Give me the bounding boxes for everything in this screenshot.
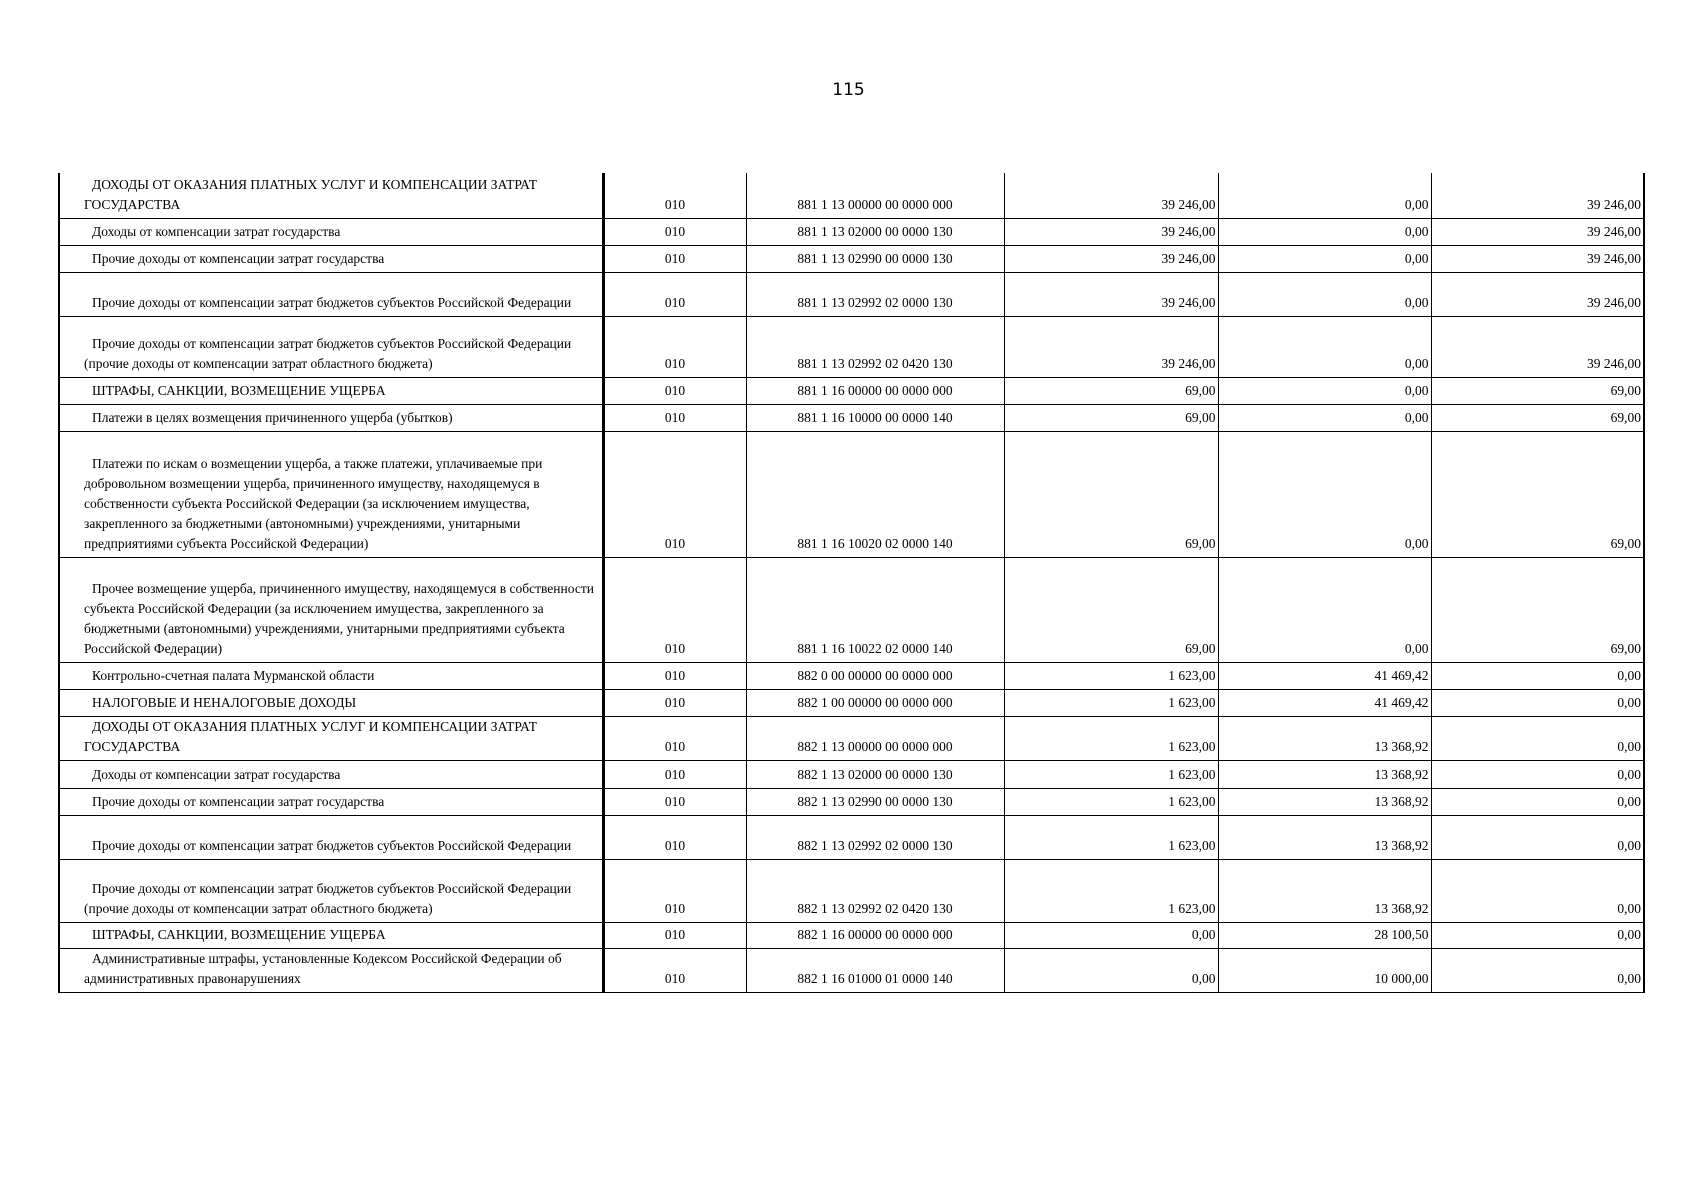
row-name-cell [59, 716, 603, 760]
row-value-3-cell: 39 246,00 [1431, 173, 1644, 218]
row-value-3-cell: 0,00 [1431, 948, 1644, 992]
row-name-cell [59, 859, 603, 922]
row-value-3-cell: 39 246,00 [1431, 272, 1644, 316]
row-value-3-cell: 39 246,00 [1431, 245, 1644, 272]
row-value-3-cell: 0,00 [1431, 788, 1644, 815]
row-line-code-cell: 010 [603, 689, 746, 716]
row-value-2-cell: 28 100,50 [1218, 922, 1431, 948]
row-line-code-cell: 010 [603, 404, 746, 431]
row-value-2-cell: 13 368,92 [1218, 815, 1431, 859]
table-row [59, 377, 1644, 404]
row-value-3-cell: 0,00 [1431, 662, 1644, 689]
row-name-text: ДОХОДЫ ОТ ОКАЗАНИЯ ПЛАТНЫХ УСЛУГ И КОМПЕНСАЦИИ ЗАТРАТ ГОСУДАРСТВА [84, 718, 537, 754]
row-budget-code-cell: 881 1 13 02992 02 0000 130 [746, 272, 1004, 316]
row-value-2-cell: 41 469,42 [1218, 689, 1431, 716]
row-value-3-cell: 69,00 [1431, 377, 1644, 404]
row-line-code-cell: 010 [603, 377, 746, 404]
row-line-code-cell: 010 [603, 716, 746, 760]
row-value-1-cell: 39 246,00 [1004, 173, 1218, 218]
row-name-text: Доходы от компенсации затрат государства [92, 223, 341, 239]
row-value-1-cell: 69,00 [1004, 557, 1218, 662]
row-line-code-cell: 010 [603, 859, 746, 922]
table-row [59, 316, 1644, 377]
row-line-code-cell: 010 [603, 662, 746, 689]
row-line-code-cell: 010 [603, 431, 746, 557]
table-row [59, 716, 1644, 760]
row-name-text: Прочие доходы от компенсации затрат бюджетов субъектов Российской Федерации (прочие доходы от компенсации затрат областного бюджета) [84, 335, 572, 371]
row-budget-code-cell: 882 1 13 02000 00 0000 130 [746, 760, 1004, 788]
row-budget-code-cell: 882 1 13 00000 00 0000 000 [746, 716, 1004, 760]
row-name-text: Прочие доходы от компенсации затрат бюджетов субъектов Российской Федерации [92, 837, 572, 853]
row-value-1-cell: 1 623,00 [1004, 662, 1218, 689]
row-value-3-cell: 69,00 [1431, 431, 1644, 557]
table-row [59, 922, 1644, 948]
row-budget-code-cell: 882 1 13 02992 02 0000 130 [746, 815, 1004, 859]
row-value-2-cell: 0,00 [1218, 431, 1431, 557]
row-budget-code-cell: 881 1 16 10022 02 0000 140 [746, 557, 1004, 662]
row-name-cell [59, 815, 603, 859]
table-row [59, 662, 1644, 689]
table-row [59, 689, 1644, 716]
revenue-table-body [59, 173, 1644, 992]
table-row [59, 948, 1644, 992]
table-row [59, 404, 1644, 431]
row-name-cell [59, 404, 603, 431]
row-value-2-cell: 13 368,92 [1218, 788, 1431, 815]
row-value-3-cell: 0,00 [1431, 815, 1644, 859]
row-value-2-cell: 0,00 [1218, 404, 1431, 431]
row-value-3-cell: 39 246,00 [1431, 316, 1644, 377]
row-line-code-cell: 010 [603, 788, 746, 815]
table-row [59, 557, 1644, 662]
row-value-1-cell: 1 623,00 [1004, 788, 1218, 815]
row-value-2-cell: 10 000,00 [1218, 948, 1431, 992]
row-name-cell [59, 245, 603, 272]
row-value-3-cell: 0,00 [1431, 689, 1644, 716]
row-value-1-cell: 1 623,00 [1004, 716, 1218, 760]
row-name-cell [59, 557, 603, 662]
row-line-code-cell: 010 [603, 316, 746, 377]
row-name-text: Платежи по искам о возмещении ущерба, а также платежи, уплачиваемые при добровольном возмещении ущерба, причиненного имуществу, находящемуся в собственности субъекта Российской Федерации (за исключением имущества, закрепленного за бюджетными (автономными) учреждениями, унитарными предприятиями субъекта Российской Федерации) [84, 455, 543, 551]
row-name-cell [59, 316, 603, 377]
row-budget-code-cell: 882 1 13 02992 02 0420 130 [746, 859, 1004, 922]
row-value-1-cell: 0,00 [1004, 922, 1218, 948]
row-value-2-cell: 0,00 [1218, 557, 1431, 662]
row-value-3-cell: 0,00 [1431, 922, 1644, 948]
row-budget-code-cell: 882 1 13 02990 00 0000 130 [746, 788, 1004, 815]
row-budget-code-cell: 881 1 16 10020 02 0000 140 [746, 431, 1004, 557]
row-name-cell [59, 272, 603, 316]
row-name-text: Прочие доходы от компенсации затрат бюджетов субъектов Российской Федерации (прочие доходы от компенсации затрат областного бюджета) [84, 880, 572, 916]
row-budget-code-cell: 881 1 13 02000 00 0000 130 [746, 218, 1004, 245]
row-value-2-cell: 0,00 [1218, 173, 1431, 218]
row-name-text: Прочие доходы от компенсации затрат бюджетов субъектов Российской Федерации [92, 294, 572, 310]
table-row [59, 859, 1644, 922]
row-line-code-cell: 010 [603, 218, 746, 245]
row-value-2-cell: 13 368,92 [1218, 760, 1431, 788]
row-value-3-cell: 0,00 [1431, 859, 1644, 922]
row-line-code-cell: 010 [603, 922, 746, 948]
row-budget-code-cell: 882 1 16 01000 01 0000 140 [746, 948, 1004, 992]
row-budget-code-cell: 881 1 16 00000 00 0000 000 [746, 377, 1004, 404]
row-value-2-cell: 0,00 [1218, 218, 1431, 245]
row-value-3-cell: 69,00 [1431, 404, 1644, 431]
row-line-code-cell: 010 [603, 760, 746, 788]
row-name-text: Доходы от компенсации затрат государства [92, 766, 341, 782]
row-name-cell [59, 788, 603, 815]
row-name-text: Прочее возмещение ущерба, причиненного имуществу, находящемуся в собственности субъекта Российской Федерации (за исключением имущества, закрепленного за бюджетными (автономными) учреждениями, унитарными предприятиями субъекта Российской Федерации) [84, 580, 594, 656]
table-row [59, 245, 1644, 272]
row-value-3-cell: 0,00 [1431, 716, 1644, 760]
row-value-1-cell: 1 623,00 [1004, 689, 1218, 716]
row-name-text: Прочие доходы от компенсации затрат государства [92, 250, 385, 266]
table-row [59, 760, 1644, 788]
row-budget-code-cell: 881 1 13 00000 00 0000 000 [746, 173, 1004, 218]
row-name-cell [59, 173, 603, 218]
table-row [59, 815, 1644, 859]
row-value-1-cell: 39 246,00 [1004, 272, 1218, 316]
row-budget-code-cell: 882 1 16 00000 00 0000 000 [746, 922, 1004, 948]
row-name-text: НАЛОГОВЫЕ И НЕНАЛОГОВЫЕ ДОХОДЫ [92, 694, 357, 710]
row-budget-code-cell: 881 1 16 10000 00 0000 140 [746, 404, 1004, 431]
row-value-2-cell: 13 368,92 [1218, 716, 1431, 760]
table-row [59, 272, 1644, 316]
row-value-3-cell: 39 246,00 [1431, 218, 1644, 245]
row-value-2-cell: 0,00 [1218, 272, 1431, 316]
table-row [59, 173, 1644, 218]
row-name-cell [59, 662, 603, 689]
row-name-text: Административные штрафы, установленные Кодексом Российской Федерации об административных правонарушениях [84, 950, 562, 986]
row-value-3-cell: 0,00 [1431, 760, 1644, 788]
row-value-1-cell: 39 246,00 [1004, 218, 1218, 245]
row-value-1-cell: 1 623,00 [1004, 760, 1218, 788]
row-name-text: ШТРАФЫ, САНКЦИИ, ВОЗМЕЩЕНИЕ УЩЕРБА [92, 382, 386, 398]
row-budget-code-cell: 882 0 00 00000 00 0000 000 [746, 662, 1004, 689]
page-number: 115 [832, 80, 865, 100]
row-value-1-cell: 39 246,00 [1004, 316, 1218, 377]
revenue-table [58, 173, 1645, 993]
row-name-text: ДОХОДЫ ОТ ОКАЗАНИЯ ПЛАТНЫХ УСЛУГ И КОМПЕНСАЦИИ ЗАТРАТ ГОСУДАРСТВА [84, 176, 537, 212]
row-value-1-cell: 69,00 [1004, 377, 1218, 404]
row-name-cell [59, 377, 603, 404]
row-value-1-cell: 1 623,00 [1004, 859, 1218, 922]
row-line-code-cell: 010 [603, 557, 746, 662]
row-name-cell [59, 689, 603, 716]
row-name-text: Платежи в целях возмещения причиненного ущерба (убытков) [92, 409, 453, 425]
row-name-text: ШТРАФЫ, САНКЦИИ, ВОЗМЕЩЕНИЕ УЩЕРБА [92, 926, 386, 942]
row-value-1-cell: 69,00 [1004, 404, 1218, 431]
row-name-cell [59, 760, 603, 788]
row-budget-code-cell: 881 1 13 02990 00 0000 130 [746, 245, 1004, 272]
row-value-1-cell: 39 246,00 [1004, 245, 1218, 272]
row-value-2-cell: 0,00 [1218, 245, 1431, 272]
table-row [59, 218, 1644, 245]
row-line-code-cell: 010 [603, 272, 746, 316]
row-value-3-cell: 69,00 [1431, 557, 1644, 662]
row-value-1-cell: 1 623,00 [1004, 815, 1218, 859]
row-budget-code-cell: 881 1 13 02992 02 0420 130 [746, 316, 1004, 377]
row-value-2-cell: 41 469,42 [1218, 662, 1431, 689]
row-value-2-cell: 13 368,92 [1218, 859, 1431, 922]
row-name-text: Контрольно-счетная палата Мурманской области [92, 667, 375, 683]
row-line-code-cell: 010 [603, 948, 746, 992]
row-name-cell [59, 218, 603, 245]
table-row [59, 788, 1644, 815]
row-name-cell [59, 922, 603, 948]
row-value-2-cell: 0,00 [1218, 377, 1431, 404]
row-value-2-cell: 0,00 [1218, 316, 1431, 377]
row-value-1-cell: 0,00 [1004, 948, 1218, 992]
row-value-1-cell: 69,00 [1004, 431, 1218, 557]
row-name-cell [59, 431, 603, 557]
table-row [59, 431, 1644, 557]
row-name-text: Прочие доходы от компенсации затрат государства [92, 793, 385, 809]
row-line-code-cell: 010 [603, 815, 746, 859]
row-name-cell [59, 948, 603, 992]
row-budget-code-cell: 882 1 00 00000 00 0000 000 [746, 689, 1004, 716]
row-line-code-cell: 010 [603, 245, 746, 272]
row-line-code-cell: 010 [603, 173, 746, 218]
